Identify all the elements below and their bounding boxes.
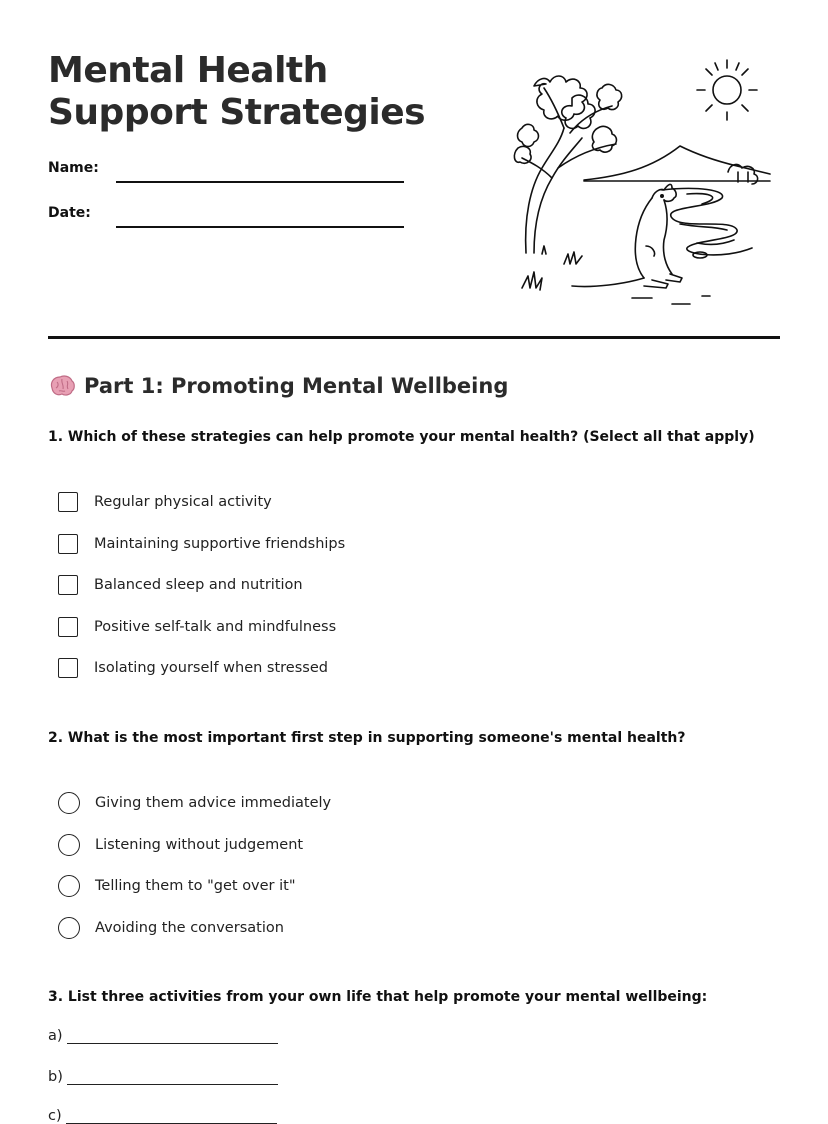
part1-heading: [48, 374, 508, 398]
tree-icon: [514, 76, 621, 253]
q2-option[interactable]: [58, 792, 331, 814]
q1-option[interactable]: [58, 658, 328, 678]
q1-option-label: Regular physical activity: [94, 494, 272, 510]
checkbox[interactable]: [58, 617, 78, 637]
q1-option[interactable]: [58, 617, 336, 637]
answer-label: a): [48, 1028, 63, 1044]
q1-option[interactable]: [58, 575, 303, 595]
answer-line-b[interactable]: [48, 1069, 278, 1085]
answer-line-c[interactable]: [48, 1108, 277, 1124]
answer-label: c): [48, 1108, 62, 1124]
q1-option-label: Maintaining supportive friendships: [94, 536, 346, 552]
q2-option-label: Listening without judgement: [95, 837, 304, 853]
question-2: 2. What is the most important first step in supporting someone's mental health?: [48, 730, 686, 746]
q1-option[interactable]: [58, 492, 272, 512]
sun-icon: [697, 60, 757, 120]
q2-option[interactable]: [58, 917, 284, 939]
q1-option[interactable]: [58, 534, 345, 554]
name-label: Name:: [48, 160, 99, 176]
radio-button[interactable]: [58, 875, 80, 897]
checkbox[interactable]: [58, 534, 78, 554]
kangaroo-landscape-illustration: [512, 48, 782, 313]
q1-option-label: Isolating yourself when stressed: [94, 660, 328, 676]
q2-option-label: Giving them advice immediately: [95, 795, 332, 811]
part1-heading-text: Part 1: Promoting Mental Wellbeing: [84, 374, 509, 398]
date-label: Date:: [48, 205, 91, 221]
date-field-line[interactable]: [116, 226, 404, 228]
q1-option-label: Balanced sleep and nutrition: [94, 577, 303, 593]
q2-option-label: Avoiding the conversation: [95, 920, 284, 936]
radio-button[interactable]: [58, 917, 80, 939]
name-field-line[interactable]: [116, 181, 404, 183]
hills-icon: [584, 146, 770, 180]
checkbox[interactable]: [58, 492, 78, 512]
checkbox[interactable]: [58, 575, 78, 595]
answer-line-a[interactable]: [48, 1028, 278, 1044]
worksheet-title: Mental Health Support Strategies: [48, 50, 426, 133]
radio-button[interactable]: [58, 834, 80, 856]
checkbox[interactable]: [58, 658, 78, 678]
answer-blank[interactable]: [67, 1031, 278, 1044]
q2-option-label: Telling them to "get over it": [95, 878, 296, 894]
q2-option[interactable]: [58, 875, 296, 897]
kangaroo-icon: [572, 184, 682, 288]
answer-label: b): [48, 1069, 63, 1085]
radio-button[interactable]: [58, 792, 80, 814]
question-1: 1. Which of these strategies can help promote your mental health? (Select all that apply): [48, 429, 755, 445]
question-3: 3. List three activities from your own life that help promote your mental wellbeing:: [48, 989, 708, 1005]
section-divider: [48, 336, 780, 339]
q2-option[interactable]: [58, 834, 303, 856]
q1-option-label: Positive self-talk and mindfulness: [94, 619, 337, 635]
brain-icon: [48, 374, 76, 398]
answer-blank[interactable]: [67, 1072, 278, 1085]
